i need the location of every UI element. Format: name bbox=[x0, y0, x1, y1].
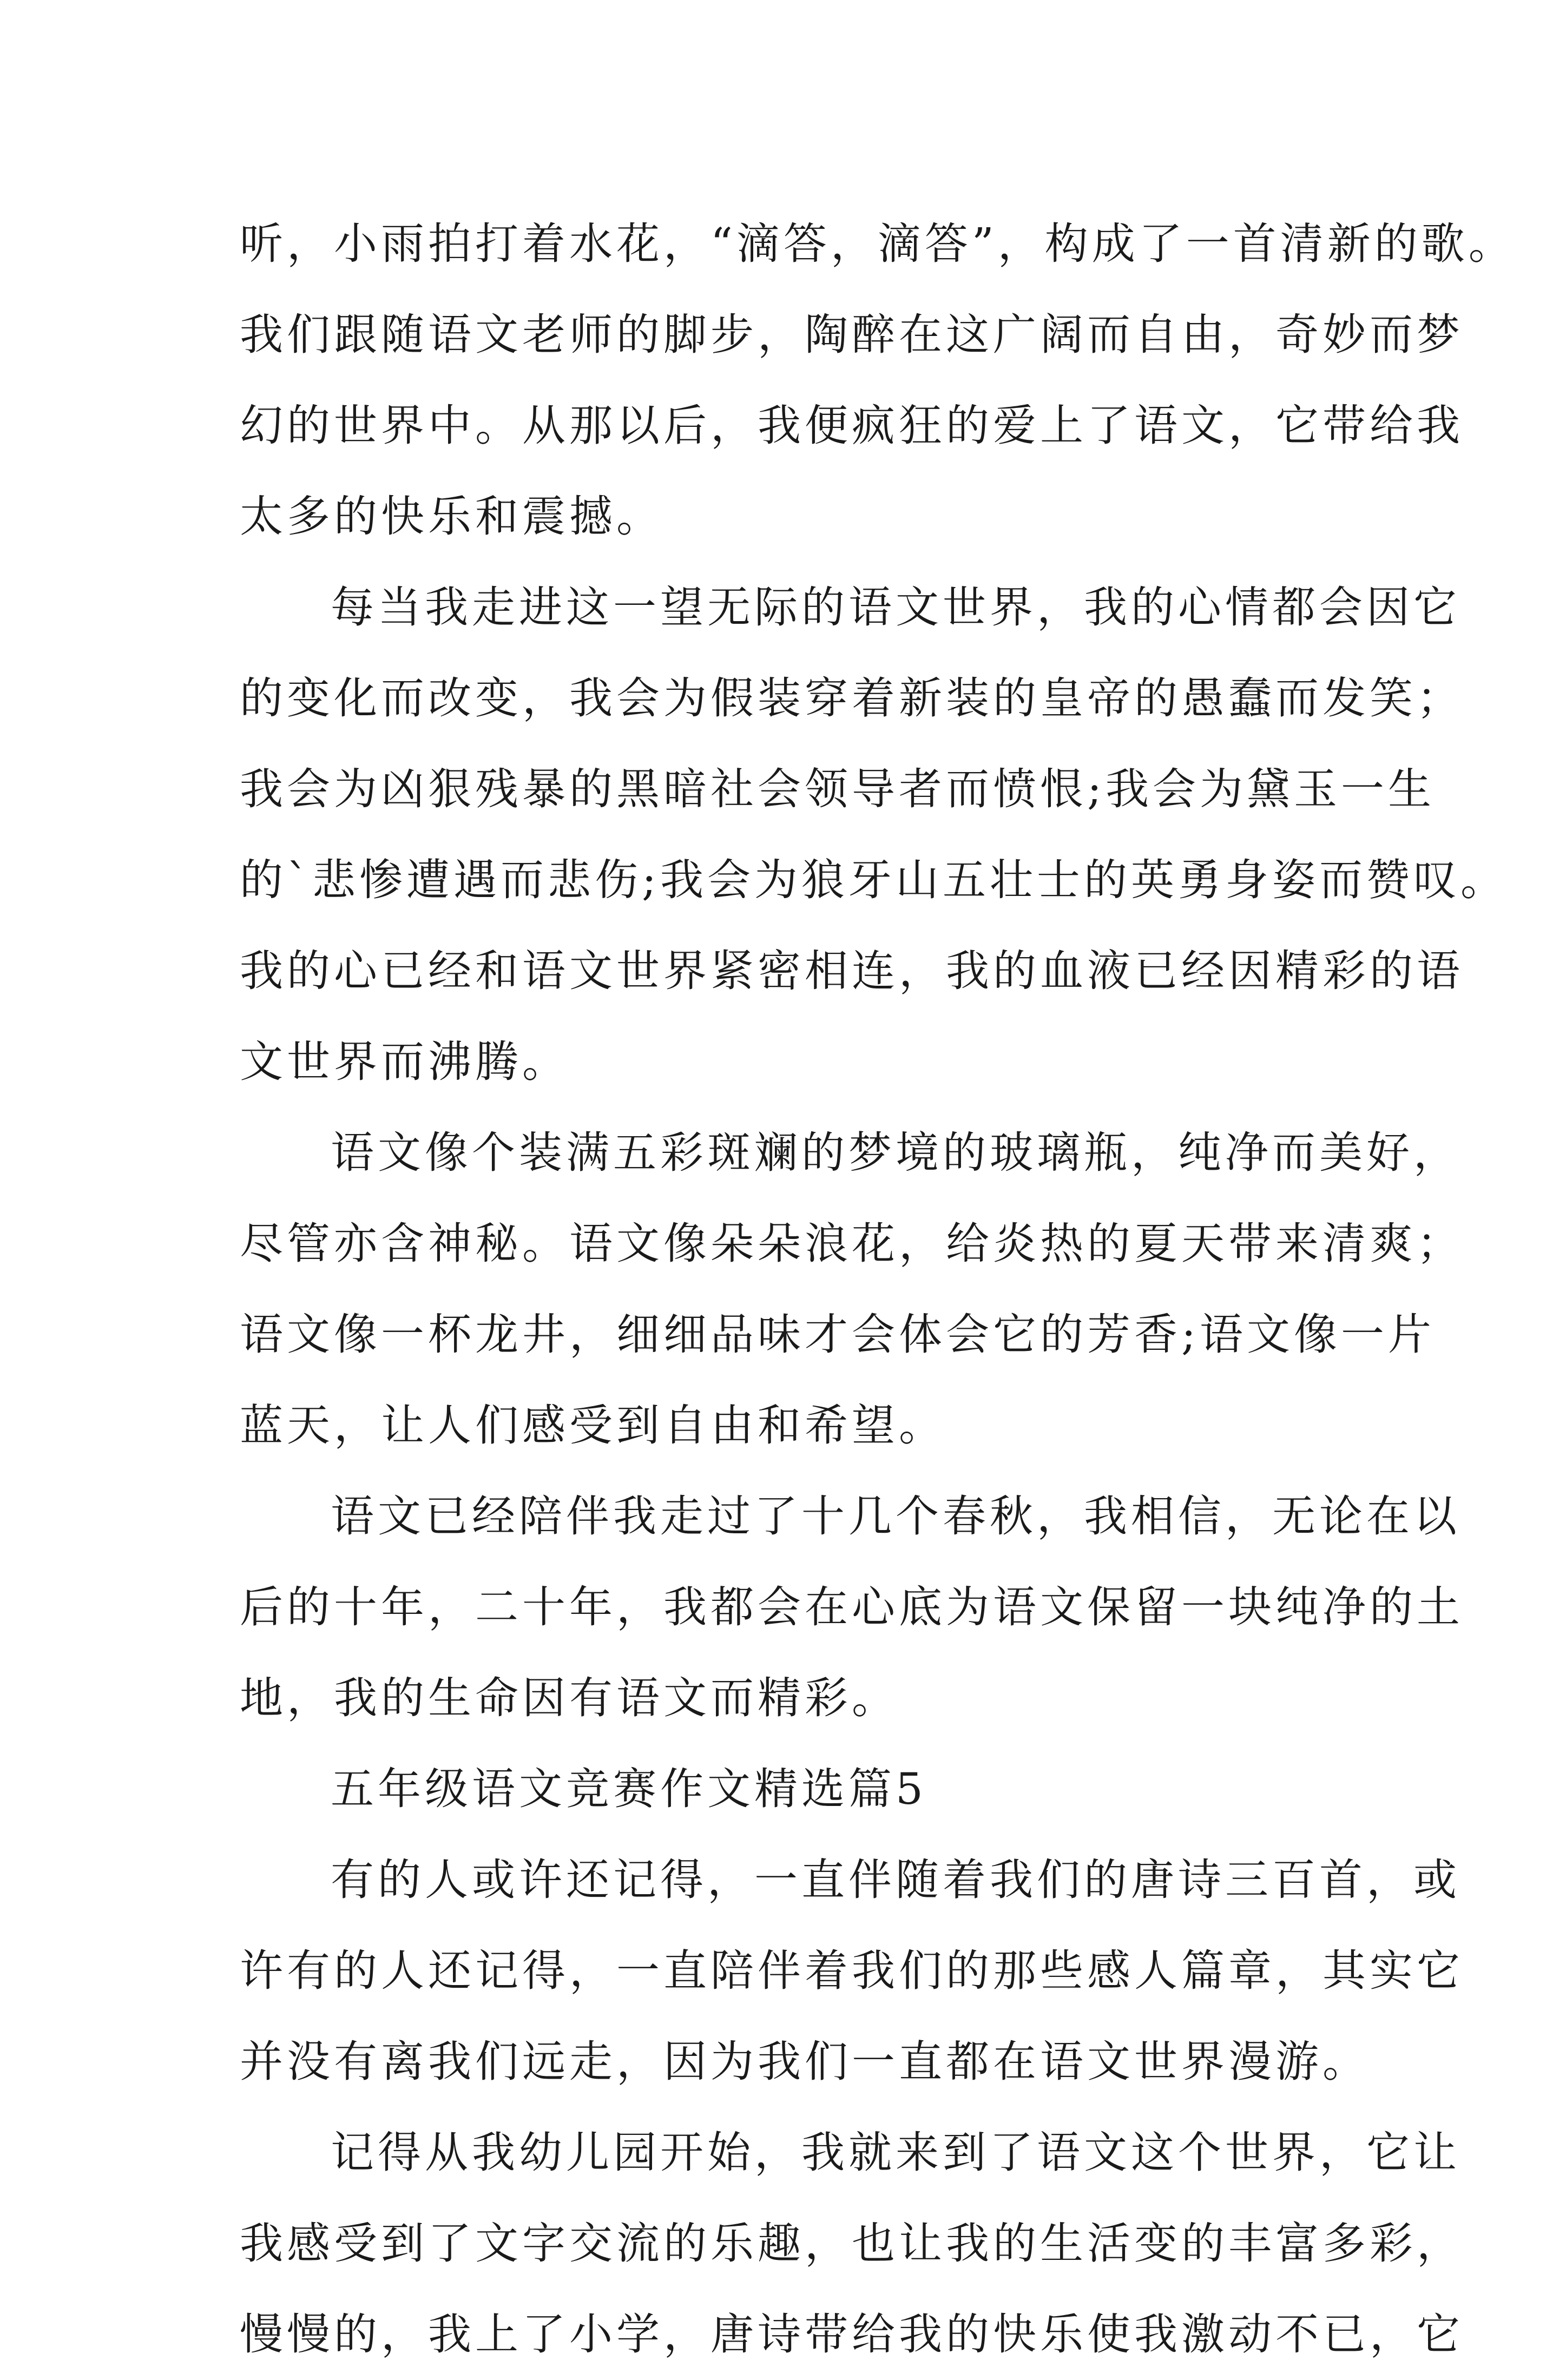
text-line: 我们跟随语文老师的脚步，陶醉在这广阔而自由，奇妙而梦 bbox=[240, 309, 1464, 360]
text-line: 听，小雨拍打着水花，“滴答，滴答”，构成了一首清新的歌。 bbox=[240, 219, 1516, 269]
text-line: 语文像个装满五彩斑斓的梦境的玻璃瓶，纯净而美好， bbox=[331, 1128, 1460, 1178]
text-line: 文世界而沸腾。 bbox=[240, 1037, 569, 1087]
text-line: 太多的快乐和震撼。 bbox=[240, 491, 663, 542]
text-line: 尽管亦含神秘。语文像朵朵浪花，给炎热的夏天带来清爽； bbox=[240, 1218, 1464, 1269]
essay-body bbox=[240, 199, 1516, 2380]
text-line: 并没有离我们远走，因为我们一直都在语文世界漫游。 bbox=[240, 2036, 1370, 2087]
text-line: 的变化而改变，我会为假装穿着新装的皇帝的愚蠢而发笑； bbox=[240, 673, 1464, 723]
text-line: 慢慢的，我上了小学，唐诗带给我的快乐使我激动不已，它 bbox=[240, 2309, 1464, 2359]
text-line: 有的人或许还记得，一直伴随着我们的唐诗三百首，或 bbox=[331, 1855, 1460, 1905]
text-line: 蓝天，让人们感受到自由和希望。 bbox=[240, 1400, 946, 1451]
text-line: 我会为凶狠残暴的黑暗社会领导者而愤恨;我会为黛玉一生 bbox=[240, 764, 1435, 814]
text-line: 我的心已经和语文世界紧密相连，我的血液已经因精彩的语 bbox=[240, 946, 1464, 996]
text-line: 许有的人还记得，一直陪伴着我们的那些感人篇章，其实它 bbox=[240, 1946, 1464, 1996]
text-line: 地，我的生命因有语文而精彩。 bbox=[240, 1673, 899, 1723]
text-line: 的`悲惨遭遇而悲伤;我会为狼牙山五壮士的英勇身姿而赞叹。 bbox=[240, 855, 1508, 905]
text-line: 语文像一杯龙井，细细品味才会体会它的芳香;语文像一片 bbox=[240, 1309, 1435, 1360]
text-line: 每当我走进这一望无际的语文世界，我的心情都会因它 bbox=[331, 582, 1460, 632]
text-line: 五年级语文竞赛作文精选篇5 bbox=[331, 1764, 927, 1814]
text-line: 后的十年，二十年，我都会在心底为语文保留一块纯净的土 bbox=[240, 1582, 1464, 1632]
text-line: 语文已经陪伴我走过了十几个春秋，我相信，无论在以 bbox=[331, 1491, 1460, 1541]
text-line: 幻的世界中。从那以后，我便疯狂的爱上了语文，它带给我 bbox=[240, 400, 1464, 451]
text-line: 记得从我幼儿园开始，我就来到了语文这个世界，它让 bbox=[331, 2127, 1460, 2178]
text-line: 我感受到了文字交流的乐趣，也让我的生活变的丰富多彩， bbox=[240, 2218, 1464, 2269]
